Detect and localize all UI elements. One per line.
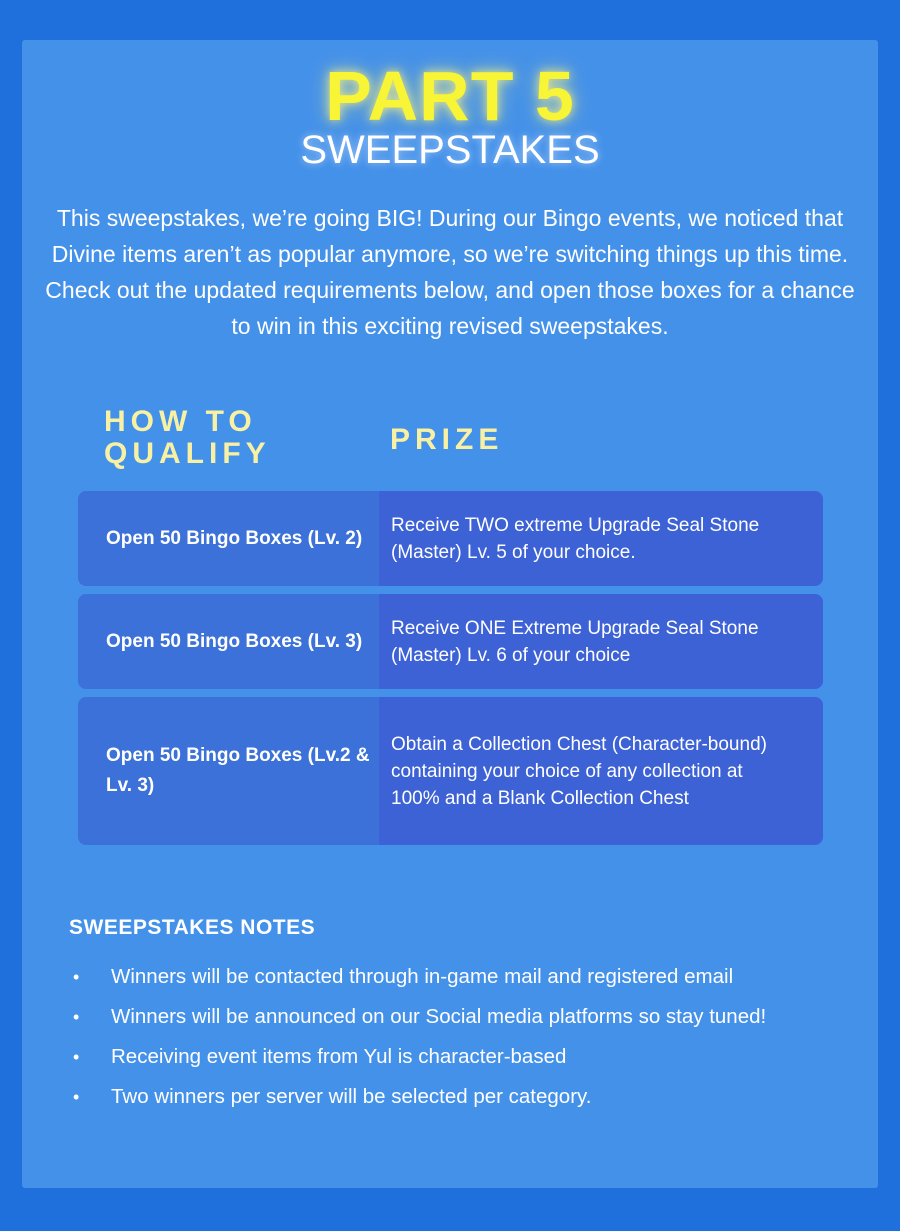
sweepstakes-notes-heading: SWEEPSTAKES NOTES [69, 916, 316, 939]
how-to-qualify-header: HOW TO QUALIFY [104, 405, 271, 470]
table-row [78, 594, 823, 689]
bullet-icon: • [73, 1047, 80, 1067]
sweepstakes-notes-list [69, 957, 859, 1117]
qualify-cell: Open 50 Bingo Boxes (Lv.2 & Lv. 3) [78, 697, 379, 845]
sweepstakes-panel [22, 40, 878, 1188]
list-item [69, 957, 859, 997]
note-text: Winners will be announced on our Social media platforms so stay tuned! [111, 1005, 767, 1028]
list-item [69, 1037, 859, 1077]
prize-cell: Receive ONE Extreme Upgrade Seal Stone (Master) Lv. 6 of your choice [379, 594, 823, 689]
prize-cell: Obtain a Collection Chest (Character-bound) containing your choice of any collection at 100% and a Blank Collection Chest [379, 697, 823, 845]
prize-header: PRIZE [390, 423, 504, 456]
bullet-icon: • [73, 1007, 80, 1027]
prize-cell: Receive TWO extreme Upgrade Seal Stone (Master) Lv. 5 of your choice. [379, 491, 823, 586]
note-text: Two winners per server will be selected per category. [111, 1085, 592, 1108]
list-item [69, 1077, 859, 1117]
qualify-cell: Open 50 Bingo Boxes (Lv. 3) [78, 594, 379, 689]
note-text: Winners will be contacted through in-game mail and registered email [111, 965, 734, 988]
bullet-icon: • [73, 967, 80, 987]
list-item [69, 997, 859, 1037]
qualify-cell: Open 50 Bingo Boxes (Lv. 2) [78, 491, 379, 586]
sweepstakes-subtitle: SWEEPSTAKES [300, 128, 600, 172]
intro-paragraph: This sweepstakes, we’re going BIG! During our Bingo events, we noticed that Divine items aren’t as popular anymore, so we’re switching things up this time. Check out the updated requirements below, and open those boxes for a chance to win in this exciting revised sweepstakes. [45, 205, 855, 339]
part-title: PART 5 [325, 57, 575, 135]
table-row [78, 491, 823, 586]
bullet-icon: • [73, 1087, 80, 1107]
note-text: Receiving event items from Yul is character-based [111, 1045, 567, 1068]
table-row [78, 697, 823, 845]
